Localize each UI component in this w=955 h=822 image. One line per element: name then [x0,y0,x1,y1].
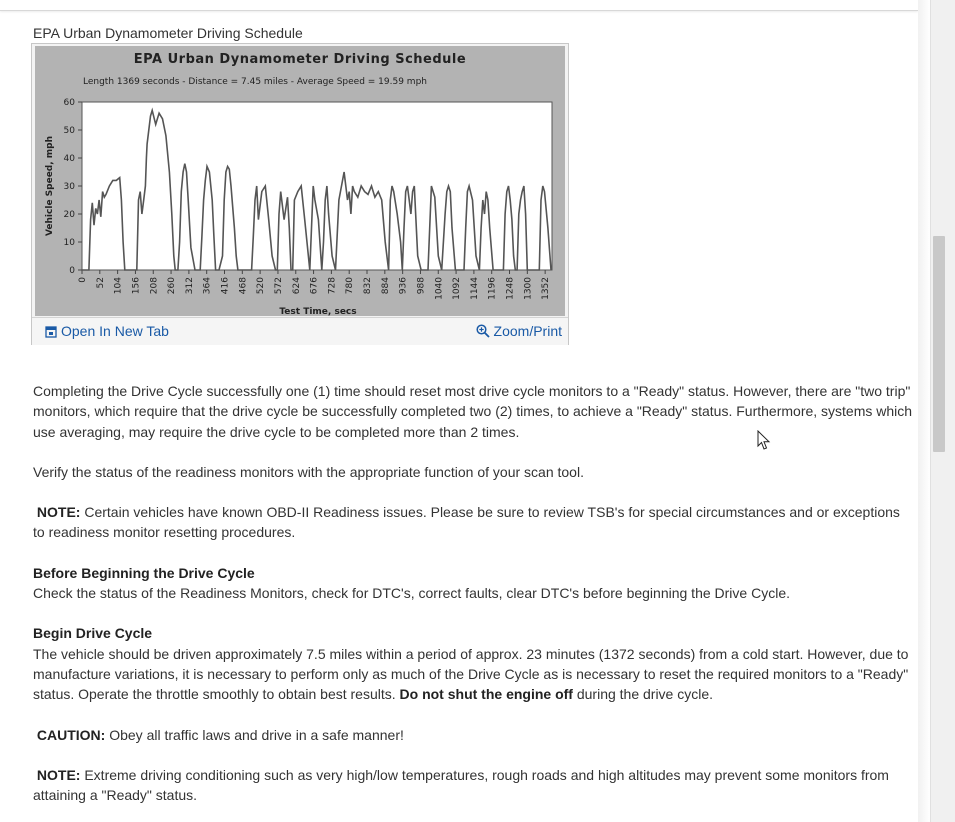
caution-note [33,725,915,745]
begin-text: The vehicle should be driven approximately 7.5 miles within a period of approx. 23 minutes (1372 seconds) from a cold start. However, due to manufacture variations, it is necessary to perform only as much of the Drive Cycle as is necessary to reset the required monitors to a "Ready" status. Operate the throttle smoothly to obtain best results. [33,645,909,703]
x-tick-label: 416 [220,277,231,295]
scrollbar-thumb[interactable] [933,236,945,452]
article-body [33,381,915,822]
y-tick-label: 10 [63,238,75,248]
note-readiness [33,502,915,543]
x-tick-label: 884 [380,277,391,295]
zoom-print-label: Zoom/Print [493,323,562,339]
top-rule [0,0,918,11]
zoom-icon [476,324,490,338]
figure-caption: EPA Urban Dynamometer Driving Schedule [33,25,303,41]
chart-title: EPA Urban Dynamometer Driving Schedule [133,52,467,67]
x-tick-label: 364 [202,277,213,295]
figure-frame [31,43,569,345]
open-tab-icon [45,326,57,338]
before-heading: Before Beginning the Drive Cycle [33,564,255,581]
plot-area [82,102,552,270]
x-tick-label: 104 [113,277,124,295]
y-tick-label: 40 [63,154,75,164]
x-tick-label: 1040 [434,277,445,300]
x-tick-label: 312 [184,277,195,295]
chart-subtitle: Length 1369 seconds - Distance = 7.45 miles - Average Speed = 19.59 mph [82,77,428,87]
before-text: Check the status of the Readiness Monitors, check for DTC's, correct faults, clear DTC's before beginning the Drive Cycle. [33,585,790,602]
y-axis-label: Vehicle Speed, mph [45,135,55,237]
x-tick-label: 156 [131,277,142,295]
y-tick-label: 30 [63,182,75,192]
vertical-scrollbar[interactable] [930,0,955,822]
mouse-cursor-icon [757,430,771,452]
begin-tail: during the drive cycle. [572,686,714,703]
x-tick-label: 0 [78,277,88,283]
open-in-new-tab-link[interactable] [45,323,169,339]
y-tick-label: 60 [63,98,75,108]
x-tick-label: 832 [363,277,374,295]
x-tick-label: 936 [398,277,409,295]
note-text: Certain vehicles have known OBD-II Readiness issues. Please be sure to review TSB's for special circumstances and or exceptions to readiness monitor resetting procedures. [33,504,900,541]
section-begin-drive-cycle [33,623,915,704]
chart-image[interactable] [35,46,565,316]
note-extreme-conditions [33,765,915,806]
x-tick-label: 572 [273,277,284,295]
paragraph-drive-cycle: Completing the Drive Cycle successfully one (1) time should reset most drive cycle monitors to a "Ready" status. However, there are "two trip" monitors, which require that the drive cycle be successfully completed two (2) times, to achieve a "Ready" status. Furthermore, systems which use averaging, may require the drive cycle to be completed more than 2 times. [33,383,913,440]
note2-label: NOTE: [36,766,81,783]
x-tick-label: 1300 [523,277,534,300]
x-tick-label: 208 [149,277,160,295]
open-tab-label: Open In New Tab [61,323,169,339]
x-tick-label: 1144 [469,277,480,300]
x-axis-label: Test Time, secs [279,307,357,316]
note-label: NOTE: [36,504,81,521]
x-tick-label: 1248 [505,277,516,300]
caution-text: Obey all traffic laws and drive in a safe manner! [105,726,404,743]
caution-label: CAUTION: [36,726,106,743]
begin-bold-warning: Do not shut the engine off [399,686,573,703]
figure-toolbar [32,317,568,345]
zoom-print-link[interactable] [476,323,562,339]
y-tick-label: 50 [63,126,75,136]
x-tick-label: 624 [291,277,302,295]
x-tick-label: 468 [238,277,249,295]
edge-shadow [918,0,930,822]
begin-heading: Begin Drive Cycle [33,625,153,642]
y-tick-label: 20 [63,210,75,220]
section-before-beginning [33,563,915,604]
x-tick-label: 1092 [452,277,463,300]
x-tick-label: 676 [309,277,320,295]
chart-svg [35,46,565,316]
x-tick-label: 780 [345,277,356,295]
x-tick-label: 988 [416,277,427,295]
x-tick-label: 260 [167,277,178,295]
x-tick-label: 728 [327,277,338,295]
x-tick-label: 520 [256,277,267,295]
x-tick-label: 52 [95,277,106,289]
x-tick-label: 1352 [541,277,552,300]
note2-text: Extreme driving conditioning such as very high/low temperatures, rough roads and high altitudes may prevent some monitors from attaining a "Ready" status. [33,766,889,804]
paragraph-verify: Verify the status of the readiness monitors with the appropriate function of your scan tool. [33,463,584,480]
y-tick-label: 0 [69,266,75,276]
x-tick-label: 1196 [487,277,498,300]
